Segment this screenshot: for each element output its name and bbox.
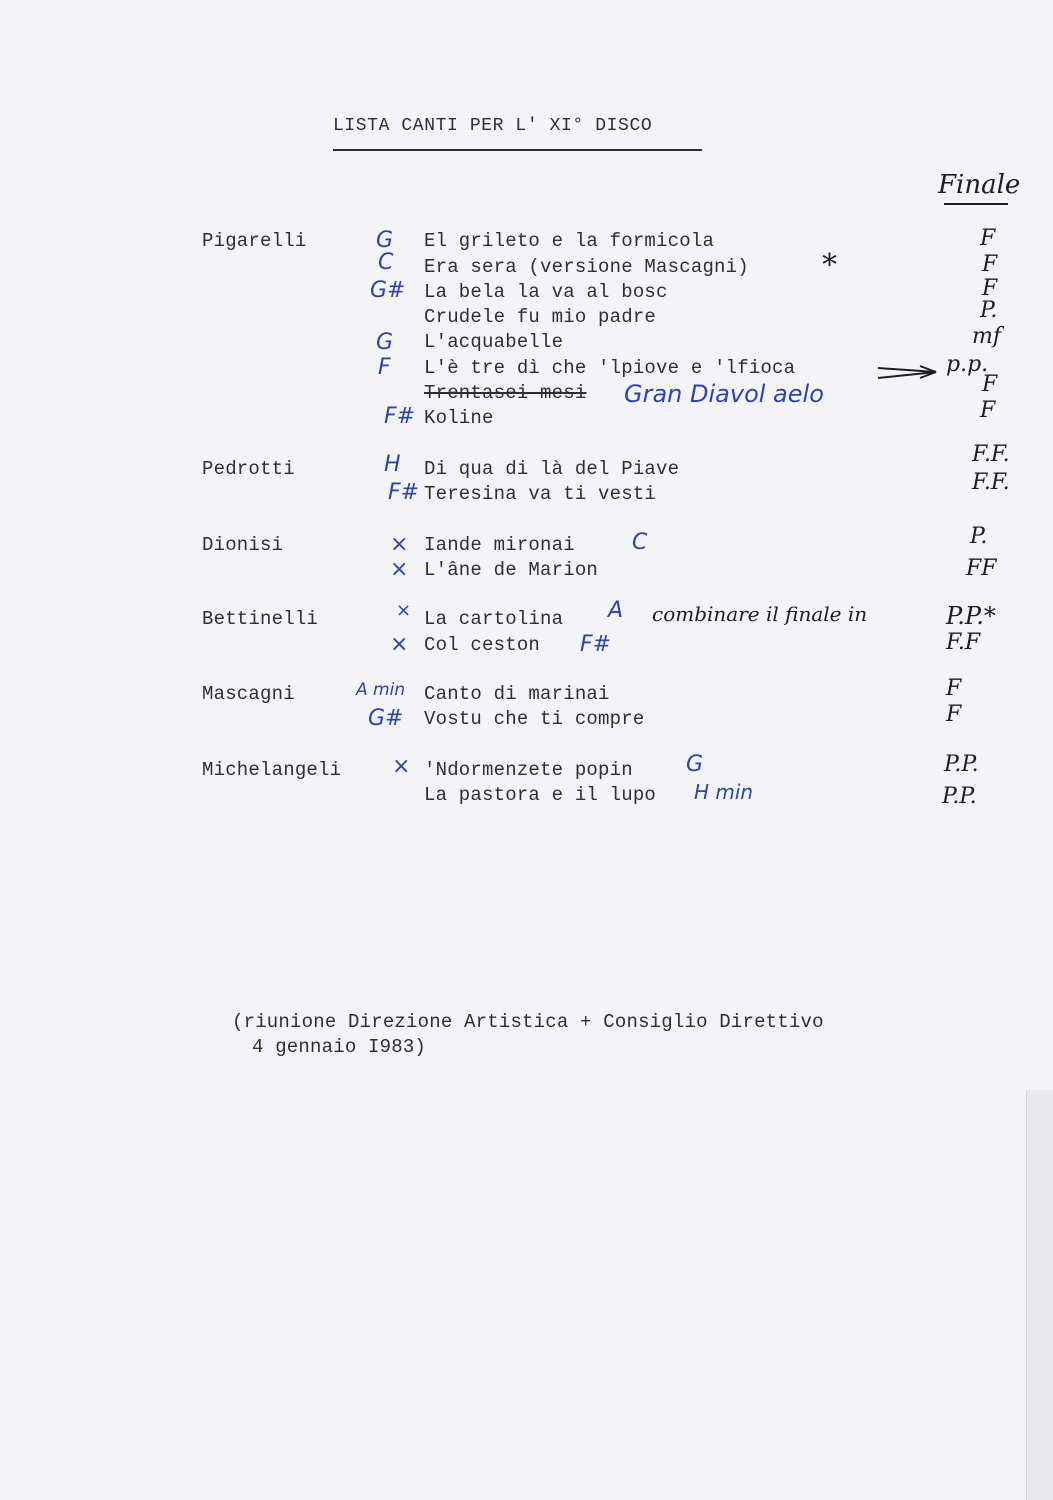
song-title: Iande mironai [424, 534, 575, 556]
key-annotation: G [376, 228, 394, 253]
finale-dynamic: F.F. [972, 470, 1010, 495]
finale-dynamic: P.P. [944, 752, 979, 777]
finale-dynamic: mf [972, 324, 1002, 349]
paper-edge [1026, 1090, 1053, 1500]
key-annotation: C [378, 250, 394, 275]
finale-dynamic: F [946, 702, 962, 727]
composer-name: Michelangeli [202, 759, 342, 781]
meeting-note-line1: (riunione Direzione Artistica + Consiglio Direttivo [232, 1011, 824, 1033]
asterisk-mark: * [822, 248, 837, 283]
meeting-note-line2: 4 gennaio I983) [252, 1036, 427, 1058]
song-title: Teresina va ti vesti [424, 483, 657, 505]
finale-dynamic: F [982, 372, 998, 397]
cross-mark-icon: × [390, 632, 409, 657]
song-title: Koline [424, 407, 494, 429]
composer-name: Pigarelli [202, 230, 307, 252]
arrow-icon [876, 362, 946, 382]
page-title: LISTA CANTI PER L' XI° DISCO [333, 116, 653, 136]
song-title: El grileto e la formicola [424, 230, 715, 252]
song-title: Crudele fu mio padre [424, 306, 657, 328]
song-title-struck: Trentasei mesi [424, 382, 587, 404]
song-title: Era sera (versione Mascagni) [424, 256, 749, 278]
composer-name: Mascagni [202, 683, 295, 705]
key-annotation: F# [388, 480, 420, 505]
key-annotation: G# [370, 278, 406, 303]
cross-mark-icon: × [390, 557, 409, 582]
handwritten-note: combinare il finale in [652, 602, 868, 626]
finale-dynamic: F [982, 252, 998, 277]
key-annotation: G [686, 752, 704, 777]
key-annotation: H [384, 452, 401, 477]
cross-mark-icon: × [392, 754, 411, 779]
finale-dynamic: P. [980, 298, 998, 323]
finale-dynamic: F.F. [972, 442, 1010, 467]
key-annotation: A [608, 598, 624, 623]
key-annotation: G [376, 330, 394, 355]
finale-dynamic: F.F [946, 630, 981, 655]
song-title: L'âne de Marion [424, 559, 599, 581]
finale-dynamic: FF [966, 556, 997, 581]
title-underline [333, 149, 702, 151]
cross-mark-icon: × [390, 532, 409, 557]
finale-dynamic: F [980, 398, 996, 423]
finale-dynamic: F [946, 676, 962, 701]
cross-mark-icon: × [396, 600, 412, 621]
key-annotation: F# [580, 632, 612, 657]
key-annotation: C [632, 530, 648, 555]
song-title: Di qua di là del Piave [424, 458, 680, 480]
key-annotation: F# [384, 404, 416, 429]
finale-dynamic: P.P. [942, 784, 977, 809]
handwritten-note: Gran Diavol aelo [624, 380, 824, 408]
finale-dynamic: P.P.* [946, 602, 996, 630]
song-title: La cartolina [424, 608, 564, 630]
song-title: 'Ndormenzete popin [424, 759, 633, 781]
finale-column-header: Finale [938, 170, 1021, 200]
song-title: L'acquabelle [424, 331, 564, 353]
finale-dynamic: F [982, 276, 998, 301]
finale-dynamic: p.p. [946, 352, 989, 377]
composer-name: Pedrotti [202, 458, 295, 480]
key-annotation: H min [694, 780, 754, 804]
composer-name: Dionisi [202, 534, 284, 556]
song-title: Vostu che ti compre [424, 708, 645, 730]
song-title: La bela la va al bosc [424, 281, 668, 303]
finale-underline [944, 203, 1008, 205]
song-title: L'è tre dì che 'lpiove e 'lfioca [424, 357, 796, 379]
song-title: Col ceston [424, 634, 541, 656]
song-title: La pastora e il lupo [424, 784, 657, 806]
key-annotation: G# [368, 706, 404, 731]
key-annotation: F [378, 355, 391, 380]
finale-dynamic: F [980, 226, 996, 251]
song-title: Canto di marinai [424, 683, 610, 705]
finale-dynamic: P. [970, 524, 988, 549]
key-annotation: A min [356, 680, 406, 700]
composer-name: Bettinelli [202, 608, 319, 630]
